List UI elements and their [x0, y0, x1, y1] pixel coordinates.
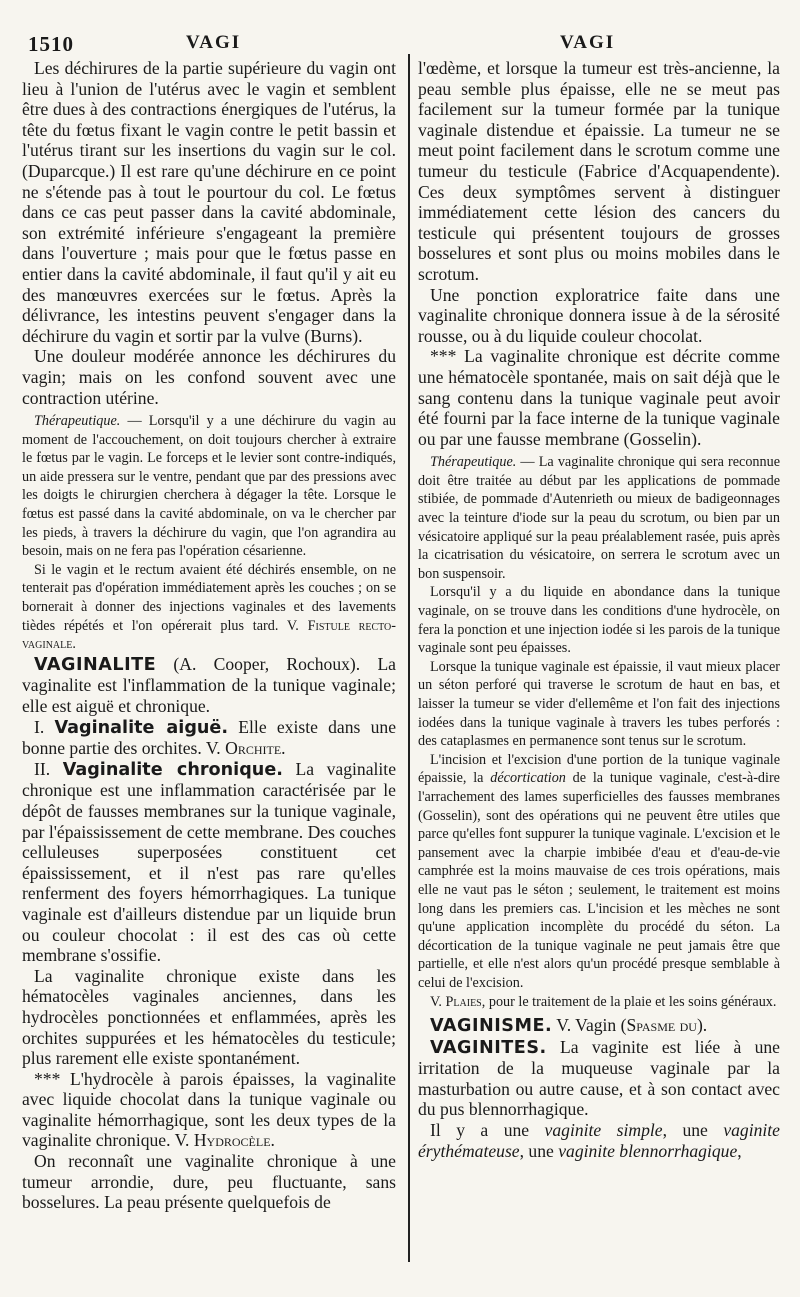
cross-reference: Plaies	[445, 993, 482, 1010]
page-number: 1510	[28, 32, 74, 56]
cross-reference: Hydrocèle.	[193, 1130, 275, 1151]
paragraph: L'incision et l'excision d'une portion de la tunique vaginale épaissie, la décortication de la tunique vaginale, c'est-à-dire l'arrachement des lames superficielles des fausses membranes (Gosselin), sont des opérations qui ne peuvent être utiles que parce qu'elles font suppurer la tunique vaginale. L'excision et le pansement avec la charpie imbibée d'eau et d'eau-de-vie camphrée est la moins mauvaise de ces trois opérations, mais elle ne vaut pas le séton ; seulement, le traitement est moins long dans les premiers cas. L'incision et les mèches ne sont qu'une application incomplète du procédé du séton. La décortication de la tunique vaginale ne peut jamais être que partielle, et elle n'est alors qu'un procédé presque semblable à celui de l'excision.	[418, 751, 780, 991]
paragraph: Une ponction exploratrice faite dans une vaginalite chronique donnera issue à de la sérosité rousse, ou à du liquide couleur chocolat.	[418, 284, 780, 346]
asterism: ***	[34, 1068, 70, 1089]
running-title-right: VAGI	[560, 32, 616, 53]
entry-headword: VAGINALITE	[34, 654, 157, 675]
paragraph: Lorsque la tunique vaginale est épaissie, il vaut mieux placer un séton perforé qui traverse le scrotum de haut en bas, et laisser la tumeur se vider d'ellemême et l'on fait des injections iodées dans la tunique vaginale à travers les tubes perforés : des cataplasmes en permanence sont tenus sur le scrotum.	[418, 658, 780, 750]
running-title-left: VAGI	[186, 32, 242, 53]
paragraph: Si le vagin et le rectum avaient été déchirés ensemble, on ne tenterait pas d'opération immédiatement après les couches ; on se bornerait à donner des injections vaginales et des lavements tièdes répétés et l'on opérerait plus tard. V. Fistule recto-vaginale.	[22, 561, 396, 653]
entry-vaginites: VAGINITES. La vaginite est liée à une irritation de la muqueuse vaginale par la masturbation ou autre cause, et à son contact avec du pus blennorrhagique.	[418, 1036, 780, 1120]
entry-vaginalite: VAGINALITE (A. Cooper, Rochoux). La vaginalite est l'inflammation de la tunique vaginale; elle est aiguë et chronique.	[22, 653, 396, 716]
right-column	[418, 58, 780, 1161]
cross-reference: Spasme du	[626, 1015, 697, 1036]
paragraph: Lorsqu'il y a du liquide en abondance dans la tunique vaginale, on se trouve dans les conditions d'une hydrocèle, on fera la ponction et une injection iodée si les parois de la tunique vaginale sont peu épaisses.	[418, 584, 780, 657]
emphasis: vaginite érythémateuse	[418, 1120, 780, 1161]
subentry-acute: I. Vaginalite aiguë. Elle existe dans une bonne partie des orchites. V. Orchite.	[22, 716, 397, 759]
entry-headword: VAGINITES.	[430, 1037, 547, 1058]
paragraph: *** La vaginalite chronique est décrite comme une hématocèle spontanée, mais on sait déjà que le sang contenu dans la tunique vaginale peut avoir été fourni par la face interne de la tunique vaginale ou par une fausse membrane (Gosselin).	[418, 346, 780, 449]
paragraph: *** L'hydrocèle à parois épaisses, la vaginalite avec liquide chocolat dans la tunique vaginale ou vaginalite hémorrhagique, sont les deux types de la vaginalite chronique. V. Hydrocèle.	[22, 1068, 396, 1151]
paragraph: Les déchirures de la partie supérieure du vagin ont lieu à l'union de l'utérus avec le vagin et semblent être dues à des contractions énergiques de l'utérus, la tête du fœtus fixant le vagin contre le petit bassin et l'utérus tirant sur les insertions du vagin sur le col. (Duparcque.) Il est rare qu'une déchirure en ce point ne s'étende pas à tout le pourtour du col. Le fœtus dans ce cas peut passer dans la cavité abdominale, son extrémité inférieure s'engageant la première dans l'ouverture ; mais pour que le fœtus passe en entier dans la cavité abdominale, il faut qu'il y ait eu des manœuvres exercées sur le fœtus. Après la délivrance, les intestins peuvent s'engager dans la déchirure du vagin et sortir par la vulve (Burns).	[22, 58, 396, 346]
emphasis: décortication	[490, 770, 566, 787]
left-column	[22, 58, 396, 1213]
page-header	[0, 28, 800, 58]
subentry-heading: Vaginalite chronique.	[62, 759, 283, 780]
paragraph: Une douleur modérée annonce les déchirures du vagin; mais on les confond souvent avec une contraction utérine.	[22, 346, 396, 408]
emphasis: vaginite blennorrhagique	[558, 1140, 738, 1161]
asterism: ***	[430, 346, 465, 367]
cross-reference: Orchite.	[225, 738, 286, 759]
therapeutics-paragraph: Thérapeutique. — Lorsqu'il y a une déchirure du vagin au moment de l'accouchement, on doit toujours chercher à extraire le fœtus par le vagin. Le forceps et le levier sont contre-indiqués, un aide pressera sur le ventre, pendant que par des pressions avec les doigts le chirurgien cherchera à dégager la tête. Lorsque le fœtus est passé dans la cavité abdominale, on va le chercher par les pieds, à travers la déchirure du vagin, que l'on agrandira au besoin, mais on ne fera pas l'opération césarienne.	[22, 413, 396, 560]
emphasis: vaginite simple	[544, 1120, 663, 1141]
therapeutics-paragraph: Thérapeutique. — La vaginalite chronique qui sera reconnue doit être traitée au début par les applications de pommade stibiée, de pommade d'Autenrieth ou mieux de badigeonnages avec la teinture d'iode sur la peau du scrotum, ou bien par un vésicatoire appliqué sur la peau préalablement rasée, puis après la cicatrisation du vésicatoire, on serrera le scrotum avec un bon suspensoir.	[418, 454, 780, 582]
cross-reference: Fistule recto-vaginale.	[22, 617, 396, 653]
subentry-chronic: II. Vaginalite chronique. La vaginalite chronique est une inflammation caractérisée par le dépôt de fausses membranes sur la tunique vaginale, par l'épaississement de cette membrane. Des couches celluleuses superposées constituent cet épaississement, et il n'est pas rare qu'elles renferment des foyers hémorrhagiques. La tunique vaginale est d'ailleurs distendue par un liquide brun ou couleur chocolat : il est des cas où cette membrane s'ossifie.	[22, 758, 397, 966]
entry-vaginisme: VAGINISME. V. Vagin (Spasme du).	[430, 1015, 708, 1037]
column-divider	[408, 54, 410, 1262]
paragraph: V. Plaies, pour le traitement de la plaie et les soins généraux.	[430, 993, 777, 1010]
section-label: Thérapeutique.	[430, 454, 517, 471]
subentry-heading: Vaginalite aiguë.	[54, 717, 229, 738]
paragraph: l'œdème, et lorsque la tumeur est très-ancienne, la peau semble plus épaisse, elle ne se meut pas facilement sur la tumeur formée par la tunique vaginale distendue et épaissie. La tumeur ne se meut point facilement dans le scrotum comme une tumeur du testicule (Fabrice d'Acquapendente). Ces deux symptômes servent à distinguer immédiatement cette lésion des cancers du testicule qui présentent toujours de grosses bosselures et sont plus ou moins mobiles dans le scrotum.	[418, 58, 780, 284]
section-label: Thérapeutique.	[34, 413, 121, 430]
entry-headword: VAGINISME.	[430, 1016, 553, 1037]
paragraph: On reconnaît une vaginalite chronique à une tumeur arrondie, dure, peu fluctuante, sans bosselures. La peau présente quelquefois de	[22, 1151, 396, 1213]
paragraph: La vaginalite chronique existe dans les hématocèles vaginales anciennes, dans les hydrocèles ponctionnées et enflammées, après les orchites suppurées et les hématocèles du testicule; plus rarement elle existe spontanément.	[22, 965, 396, 1069]
paragraph: Il y a une vaginite simple, une vaginite érythémateuse, une vaginite blennorrhagique,	[418, 1120, 780, 1161]
